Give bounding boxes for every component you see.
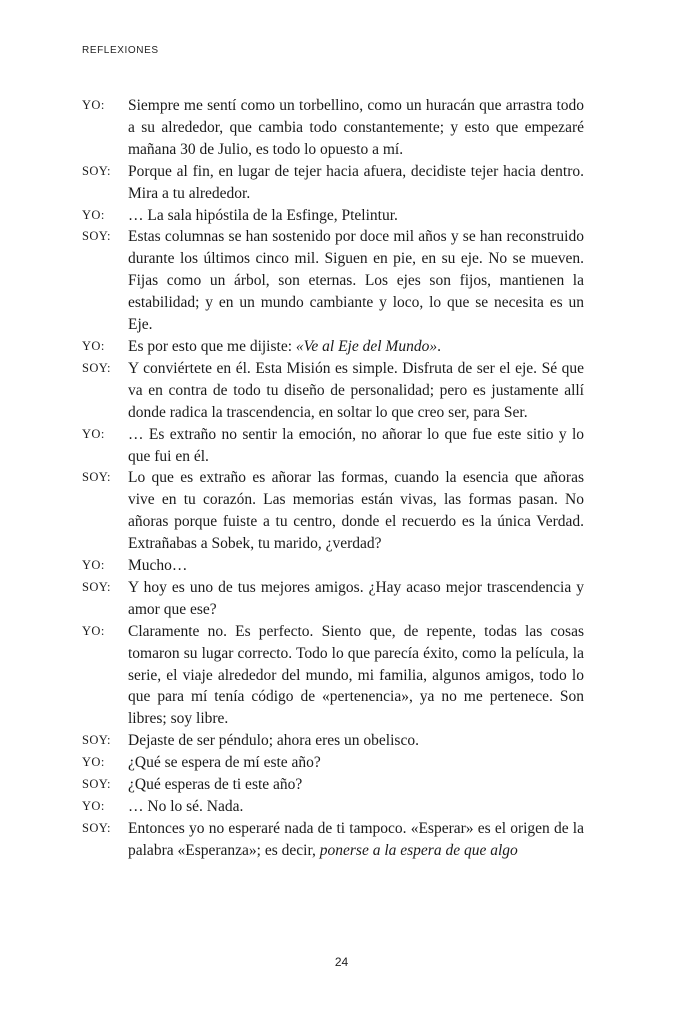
speaker-label: SOY: — [82, 733, 111, 748]
speech-text — [128, 752, 584, 774]
speech-text — [128, 95, 584, 161]
running-head: REFLEXIONES — [82, 45, 159, 56]
speech-text — [128, 205, 584, 227]
dialogue-body — [82, 95, 584, 862]
dialogue-entry — [82, 226, 584, 336]
page-number: 24 — [334, 955, 349, 969]
dialogue-entry — [82, 752, 584, 774]
speaker-label: YO: — [82, 558, 105, 573]
text-segment: Estas columnas se han sostenido por doce mil años y se han reconstruido durante los últimos cinco mil. Siguen en pie, en su eje. No se mueven. Fijas como un árbol, son eternas. Los ejes son fijos, mantienen la estabilidad; y en un mundo cambiante y loco, lo que se necesita es un Eje. — [128, 228, 584, 334]
dialogue-entry — [82, 796, 584, 818]
italic-segment: «Ve al Eje del Mundo» — [295, 337, 438, 355]
speech-text — [128, 226, 584, 336]
speaker-label: YO: — [82, 755, 105, 770]
text-segment: Y hoy es uno de tus mejores amigos. ¿Hay acaso mejor trascendencia y amor que ese? — [128, 578, 584, 618]
dialogue-entry — [82, 730, 584, 752]
text-segment: Lo que es extraño es añorar las formas, cuando la esencia que añoras vive en tu corazón. Las memorias están vivas, las formas pasan. No añoras porque fuiste a tu centro, donde el recuerdo es la única Verdad. Extrañabas a Sobek, tu marido, ¿verdad? — [128, 469, 584, 553]
dialogue-entry — [82, 424, 584, 468]
speaker-label: SOY: — [82, 360, 111, 375]
speech-text — [128, 336, 584, 358]
text-segment: Mucho… — [128, 557, 188, 575]
speech-text — [128, 467, 584, 555]
dialogue-entry — [82, 205, 584, 227]
speaker-label: YO: — [82, 623, 105, 638]
text-segment: … No lo sé. Nada. — [128, 798, 244, 815]
speech-text — [128, 424, 584, 468]
text-segment: Dejaste de ser péndulo; ahora eres un obelisco. — [128, 732, 419, 750]
dialogue-entry — [82, 555, 584, 577]
speech-text — [128, 730, 584, 752]
dialogue-entry — [82, 467, 584, 555]
speech-text — [128, 774, 584, 796]
italic-segment: ponerse a la espera de que algo — [319, 841, 518, 859]
text-segment: Es por esto que me dijiste: — [128, 337, 296, 355]
text-segment: … Es extraño no sentir la emoción, no añorar lo que fue este sitio y lo que fui en él. — [128, 425, 584, 465]
speaker-label: YO: — [82, 207, 105, 222]
dialogue-entry — [82, 774, 584, 796]
dialogue-entry — [82, 818, 584, 862]
speaker-label: SOY: — [82, 470, 111, 485]
speaker-label: SOY: — [82, 579, 111, 594]
speech-text — [128, 621, 584, 731]
speaker-label: YO: — [82, 98, 105, 112]
speaker-label: YO: — [82, 799, 105, 813]
speaker-label: SOY: — [82, 820, 111, 835]
dialogue-entry — [82, 358, 584, 424]
speech-text — [128, 555, 584, 577]
speech-text — [128, 577, 584, 621]
text-segment: … La sala hipóstila de la Esfinge, Ptelintur. — [128, 206, 398, 224]
text-segment: . — [437, 337, 441, 355]
text-segment: Claramente no. Es perfecto. Siento que, de repente, todas las cosas tomaron su lugar correcto. Todo lo que parecía éxito, como la película, la serie, el viaje alrededor del mundo, mi familia, algunos amigos, todo lo que para mí tenía código de «pertenencia», ya no me pertenece. Son libres; soy libre. — [128, 622, 584, 728]
text-segment: Y conviértete en él. Esta Misión es simple. Disfruta de ser el eje. Sé que va en contra de todo tu diseño de personalidad; pero es justamente allí donde radica la trascendencia, en soltar lo que creo ser, para Ser. — [128, 359, 584, 421]
dialogue-entry — [82, 336, 584, 358]
speaker-label: SOY: — [82, 229, 111, 244]
speech-text — [128, 796, 584, 818]
text-segment: Porque al fin, en lugar de tejer hacia afuera, decidiste tejer hacia dentro. Mira a tu alrededor. — [128, 162, 584, 202]
text-segment: Siempre me sentí como un torbellino, como un huracán que arrastra todo a su alrededor, que cambia todo constantemente; y esto que empezaré mañana 30 de Julio, es todo lo opuesto a mí. — [128, 97, 584, 158]
text-segment: Entonces yo no esperaré nada de ti tampoco. «Esperar» es el origen de la palabra «Esperanza»; es decir, — [128, 819, 584, 859]
dialogue-entry — [82, 621, 584, 731]
speaker-label: YO: — [82, 426, 105, 441]
text-segment: ¿Qué esperas de ti este año? — [128, 776, 303, 794]
dialogue-entry — [82, 577, 584, 621]
speaker-label: SOY: — [82, 777, 111, 792]
dialogue-entry — [82, 161, 584, 205]
speech-text — [128, 818, 584, 862]
text-segment: ¿Qué se espera de mí este año? — [128, 754, 321, 772]
dialogue-entry — [82, 95, 584, 161]
speech-text — [128, 161, 584, 205]
speaker-label: YO: — [82, 338, 105, 353]
speech-text — [128, 358, 584, 424]
speaker-label: SOY: — [82, 163, 111, 178]
